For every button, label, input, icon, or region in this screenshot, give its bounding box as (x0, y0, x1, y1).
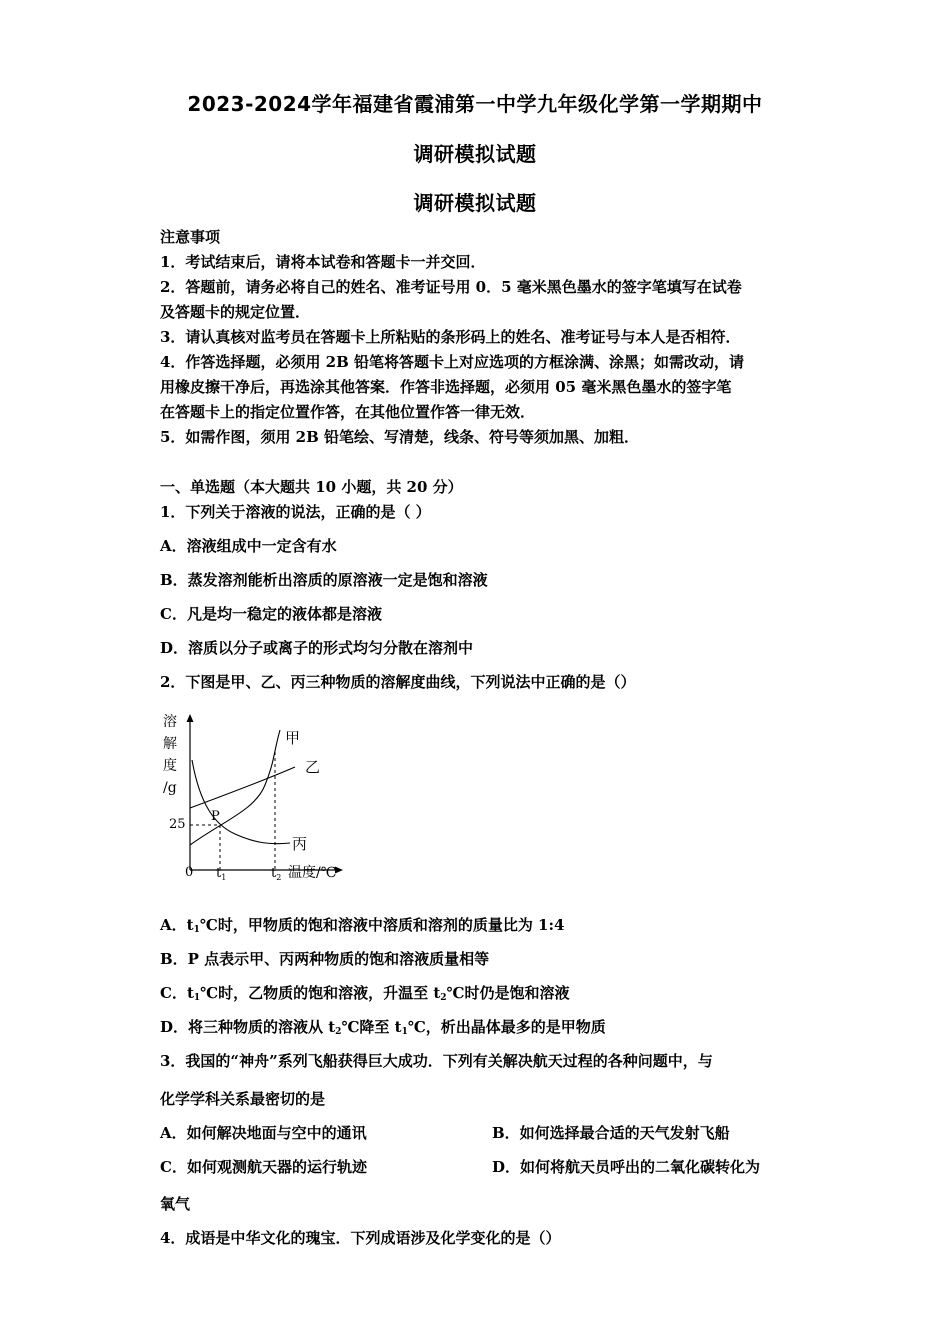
question-2-option-b: B．P 点表示甲、丙两种物质的饱和溶液质量相等 (160, 950, 490, 968)
question-2-option-a: A．$t_1℃$时，甲物质的饱和溶液中溶质和溶剂的质量比为 1:4 (160, 916, 565, 935)
exam-title-line1: 2023-2024学年福建省霞浦第一中学九年级化学第一学期期中 (187, 92, 763, 116)
series-jia-curve (190, 730, 280, 845)
question-2-option-d: D．将三种物质的溶液从 $t_2℃$降至 $t_1℃$，析出晶体最多的是甲物质 (160, 1018, 606, 1037)
x-tick-label-t2: $t_2$ (271, 866, 282, 882)
notice-item-5: 5．如需作图，须用 2B 铅笔绘、写清楚，线条、符号等须加黑、加粗． (160, 428, 639, 446)
series-label-yi: 乙 (305, 758, 321, 776)
section-heading: 一、单选题（本大题共 10 小题，共 20 分） (160, 478, 463, 496)
series-label-bing: 丙 (292, 835, 308, 853)
question-1-option-d: D．溶质以分子或离子的形式均匀分散在溶剂中 (160, 639, 474, 657)
y-axis-label-char-2: 解 (163, 736, 177, 752)
question-3-stem: 3．我国的“神舟”系列飞船获得巨大成功．下列有关解决航天过程的各种问题中，与 (160, 1052, 713, 1070)
y-axis-label-char-1: 溶 (163, 714, 177, 730)
question-3-option-d: D．如何将航天员呼出的二氧化碳转化为 (492, 1158, 761, 1176)
notice-item-4-cont1: 用橡皮擦干净后，再选涂其他答案．作答非选择题，必须用 05 毫米黑色墨水的签字笔 (160, 378, 732, 396)
origin-label: 0 (185, 865, 194, 880)
question-1-option-c: C．凡是均一稳定的液体都是溶液 (160, 605, 382, 623)
question-3-option-d-cont: 氧气 (160, 1195, 191, 1213)
y-axis-arrow (187, 714, 194, 722)
notice-heading: 注意事项 (160, 228, 221, 246)
question-3-stem-cont: 化学学科关系最密切的是 (160, 1090, 326, 1108)
x-axis-label: 温度/℃ (288, 865, 337, 881)
question-1-stem: 1．下列关于溶液的说法，正确的是（ ） (160, 503, 431, 521)
exam-title-line3: 调研模拟试题 (413, 191, 537, 215)
notice-item-3: 3．请认真核对监考员在答题卡上所粘贴的条形码上的姓名、准考证号与本人是否相符． (160, 328, 741, 346)
y-axis-label-char-4: /g (163, 780, 177, 796)
question-3-option-b: B．如何选择最合适的天气发射飞船 (492, 1124, 730, 1142)
notice-item-2: 2．答题前，请务必将自己的姓名、准考证号用 0．5 毫米黑色墨水的签字笔填写在试卷 (160, 278, 742, 296)
notice-item-1: 1．考试结束后，请将本试卷和答题卡一并交回． (160, 253, 486, 271)
series-yi-curve (190, 767, 295, 808)
question-3-option-a: A．如何解决地面与空中的通讯 (160, 1124, 367, 1142)
series-label-jia: 甲 (285, 729, 301, 747)
y-axis-label-char-3: 度 (163, 758, 177, 774)
question-1-option-a: A．溶液组成中一定含有水 (160, 537, 337, 555)
notice-item-4-cont2: 在答题卡上的指定位置作答，在其他位置作答一律无效． (160, 403, 536, 421)
question-3-option-c: C．如何观测航天器的运行轨迹 (160, 1158, 367, 1176)
question-1-option-b: B．蒸发溶剂能析出溶质的原溶液一定是饱和溶液 (160, 571, 488, 589)
solubility-chart (155, 710, 355, 885)
y-tick-label: 25 (169, 817, 186, 832)
intersection-point-label: P (211, 809, 220, 824)
exam-title-line2: 调研模拟试题 (413, 142, 537, 166)
question-4-stem: 4．成语是中华文化的瑰宝．下列成语涉及化学变化的是（） (160, 1229, 561, 1247)
question-2-option-c: C．$t_1℃$时，乙物质的饱和溶液，升温至 $t_2℃$时仍是饱和溶液 (160, 984, 570, 1003)
notice-item-2-cont: 及答题卡的规定位置． (160, 303, 311, 321)
notice-item-4: 4．作答选择题，必须用 2B 铅笔将答题卡上对应选项的方框涂满、涂黑；如需改动，请 (160, 353, 745, 371)
question-2-stem: 2．下图是甲、乙、丙三种物质的溶解度曲线，下列说法中正确的是（） (160, 673, 636, 691)
x-tick-label-t1: $t_1$ (216, 866, 227, 882)
